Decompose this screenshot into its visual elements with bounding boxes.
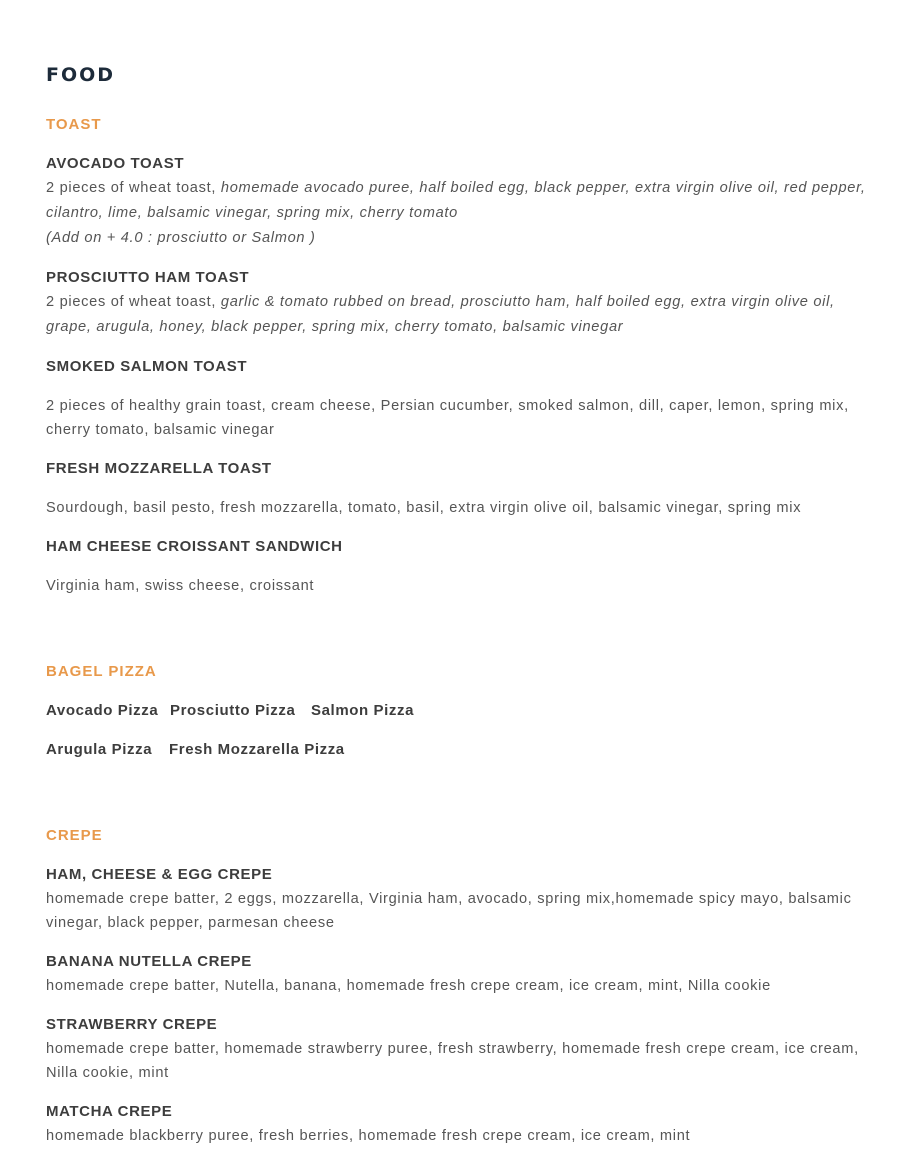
- page-title: FOOD: [46, 64, 116, 86]
- pizza-fresh-mozzarella: Fresh Mozzarella Pizza: [169, 741, 345, 758]
- avocado-toast-prefix: 2 pieces of wheat toast,: [46, 180, 221, 196]
- item-name-matcha-crepe: MATCHA CREPE: [46, 1103, 173, 1120]
- avocado-toast-ingredients: homemade avocado puree, half boiled egg, black pepper, extra virgin olive oil, red pepper, cilantro, lime, balsamic vinegar, spring mix, cherry tomato: [46, 180, 866, 221]
- item-name-ham-cheese-egg-crepe: HAM, CHEESE & EGG CREPE: [46, 866, 273, 883]
- pizza-salmon: Salmon Pizza: [311, 702, 415, 719]
- prosciutto-toast-ingredients: garlic & tomato rubbed on bread, prosciutto ham, half boiled egg, extra virgin olive oil, grape, arugula, honey, black pepper, spring mix, cherry tomato, balsamic vinegar: [46, 294, 835, 335]
- pizza-avocado: Avocado Pizza: [46, 702, 159, 719]
- bagel-pizza-row-1: [46, 702, 414, 719]
- item-desc-strawberry-crepe: homemade crepe batter, homemade strawberry puree, fresh strawberry, homemade fresh crepe cream, ice cream, Nilla cookie, mint: [46, 1041, 859, 1081]
- pizza-prosciutto: Prosciutto Pizza: [170, 702, 296, 719]
- avocado-toast-addon: (Add on + 4.0 : prosciutto or Salmon ): [46, 230, 316, 246]
- item-name-banana-nutella-crepe: BANANA NUTELLA CREPE: [46, 953, 252, 970]
- item-name-strawberry-crepe: STRAWBERRY CREPE: [46, 1016, 218, 1033]
- pizza-arugula: Arugula Pizza: [46, 741, 153, 758]
- item-name-fresh-mozzarella-toast: FRESH MOZZARELLA TOAST: [46, 460, 272, 477]
- item-desc-prosciutto-toast: [46, 290, 876, 340]
- item-desc-matcha-crepe: homemade blackberry puree, fresh berries, homemade fresh crepe cream, ice cream, mint: [46, 1128, 691, 1144]
- bagel-pizza-row-2: [46, 741, 345, 758]
- section-title-toast: TOAST: [46, 116, 102, 133]
- item-desc-ham-cheese-croissant: Virginia ham, swiss cheese, croissant: [46, 578, 315, 594]
- item-desc-banana-nutella-crepe: homemade crepe batter, Nutella, banana, homemade fresh crepe cream, ice cream, mint, Nilla cookie: [46, 978, 771, 994]
- item-name-smoked-salmon-toast: SMOKED SALMON TOAST: [46, 358, 248, 375]
- item-desc-ham-cheese-egg-crepe: homemade crepe batter, 2 eggs, mozzarella, Virginia ham, avocado, spring mix,homemade spicy mayo, balsamic vinegar, black pepper, parmesan cheese: [46, 891, 852, 931]
- item-desc-avocado-toast: [46, 176, 876, 251]
- item-desc-smoked-salmon-toast: 2 pieces of healthy grain toast, cream cheese, Persian cucumber, smoked salmon, dill, caper, lemon, spring mix, cherry tomato, balsamic vinegar: [46, 398, 849, 438]
- item-desc-fresh-mozzarella-toast: Sourdough, basil pesto, fresh mozzarella, tomato, basil, extra virgin olive oil, balsamic vinegar, spring mix: [46, 500, 802, 516]
- section-title-crepe: CREPE: [46, 827, 103, 844]
- item-name-ham-cheese-croissant: HAM CHEESE CROISSANT SANDWICH: [46, 538, 343, 555]
- prosciutto-toast-prefix: 2 pieces of wheat toast,: [46, 294, 221, 310]
- item-name-avocado-toast: AVOCADO TOAST: [46, 155, 185, 172]
- item-name-prosciutto-toast: PROSCIUTTO HAM TOAST: [46, 269, 250, 286]
- section-title-bagel-pizza: BAGEL PIZZA: [46, 663, 157, 680]
